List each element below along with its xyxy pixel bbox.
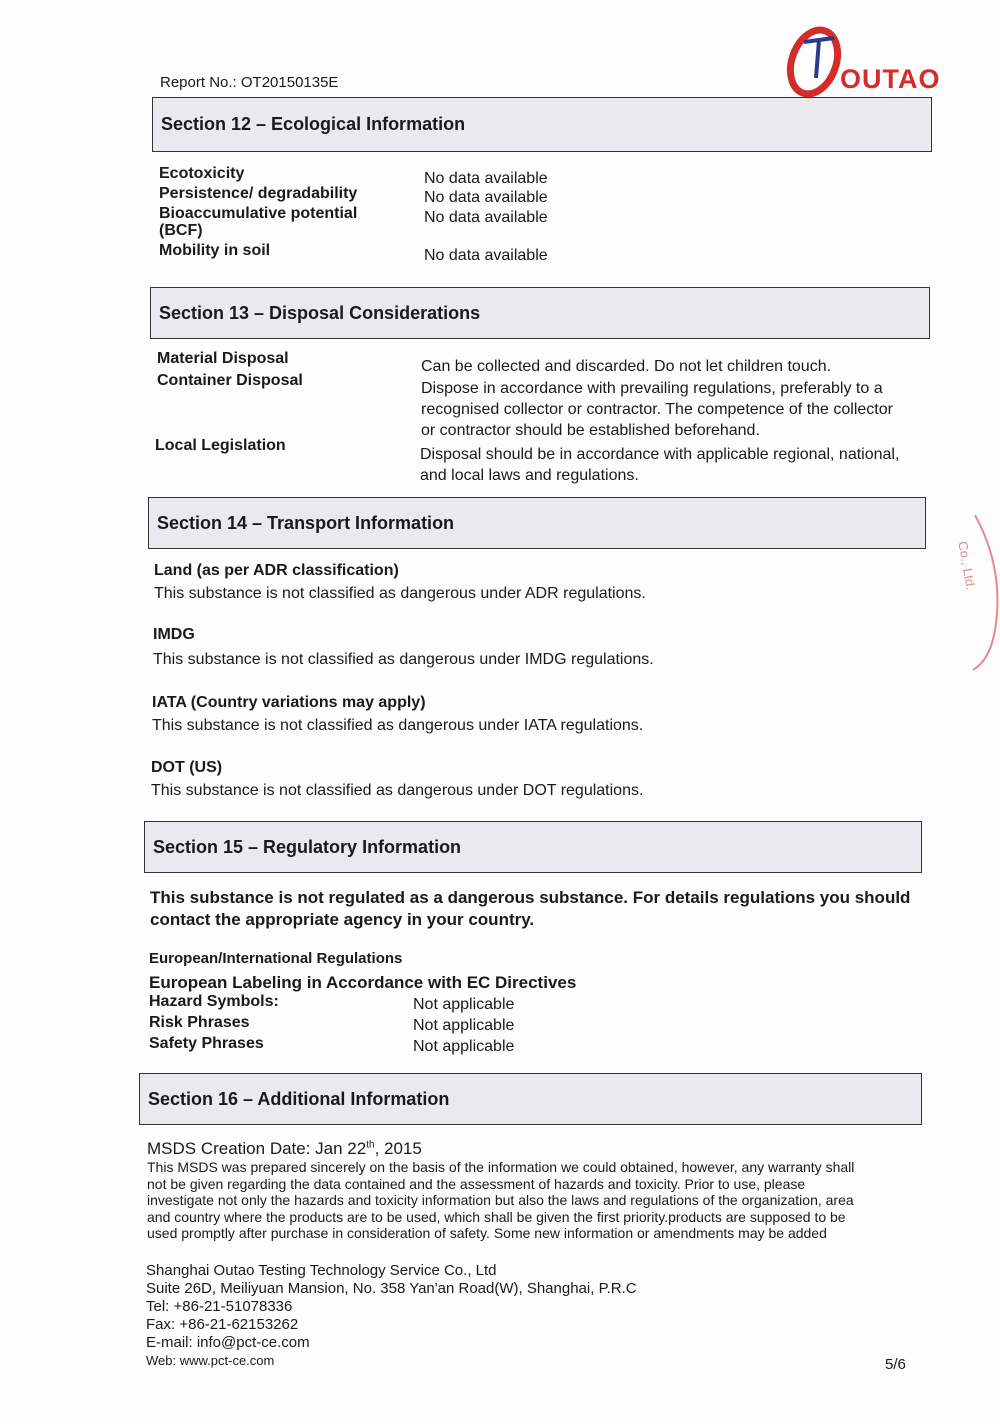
mobility-label: Mobility in soil <box>159 242 271 259</box>
section-13-header <box>150 287 930 339</box>
outao-logo <box>782 20 942 100</box>
logo-text: OUTAO <box>840 64 941 94</box>
text-line: used promptly after purchase in consideration of safety. Some new information or amendments may be added <box>147 1225 827 1241</box>
company-web: Web: www.pct-ce.com <box>146 1353 275 1368</box>
stamp-text: Co., Ltd. <box>955 540 979 591</box>
text-line: investigate not only the hazards and toxicity information but also the laws and regulations of the organization, area <box>147 1192 854 1208</box>
local-legislation-value <box>420 444 899 486</box>
section-12-header <box>152 97 932 152</box>
ecotoxicity-value: No data available <box>424 170 548 187</box>
eu-labeling-heading: European Labeling in Accordance with EC Directives <box>149 973 577 992</box>
dot-heading: DOT (US) <box>151 759 223 776</box>
bioaccumulative-label: Bioaccumulative potential <box>159 205 358 222</box>
company-contact <box>146 1262 637 1370</box>
section-title: Section 12 – Ecological Information <box>161 114 466 134</box>
company-name: Shanghai Outao Testing Technology Service Co., Ltd <box>146 1262 497 1279</box>
land-text: This substance is not classified as dangerous under ADR regulations. <box>154 585 646 602</box>
company-stamp-icon <box>965 510 1000 680</box>
text-line: recognised collector or contractor. The competence of the collector <box>421 401 893 418</box>
text-line: Dispose in accordance with prevailing regulations, preferably to a <box>421 380 883 397</box>
creation-date-prefix: MSDS Creation Date: Jan 22 <box>147 1139 367 1158</box>
iata-text: This substance is not classified as dangerous under IATA regulations. <box>152 717 644 734</box>
iata-heading: IATA (Country variations may apply) <box>152 694 426 711</box>
text-line: and local laws and regulations. <box>420 467 639 484</box>
text-line: contact the appropriate agency in your country. <box>150 910 535 929</box>
imdg-heading: IMDG <box>153 626 195 643</box>
text-line: This substance is not regulated as a dangerous substance. For details regulations you should <box>150 888 911 907</box>
safety-phrases-label: Safety Phrases <box>149 1035 264 1052</box>
eu-regulations-heading: European/International Regulations <box>149 950 403 967</box>
ecotoxicity-label: Ecotoxicity <box>159 165 245 182</box>
risk-phrases-label: Risk Phrases <box>149 1014 250 1031</box>
section-16-header <box>139 1073 922 1125</box>
report-number: Report No.: OT20150135E <box>160 74 339 91</box>
hazard-symbols-value: Not applicable <box>413 996 515 1013</box>
material-disposal-label: Material Disposal <box>157 350 289 367</box>
bcf-label: (BCF) <box>159 222 203 239</box>
section-title: Section 15 – Regulatory Information <box>153 836 462 857</box>
disclaimer-paragraph <box>147 1159 917 1242</box>
section-title: Section 13 – Disposal Considerations <box>159 302 481 323</box>
section-title: Section 14 – Transport Information <box>157 512 455 533</box>
regulatory-statement <box>150 887 910 931</box>
section-15-header <box>144 821 922 873</box>
container-disposal-value <box>421 378 893 441</box>
section-14-header <box>148 497 926 549</box>
text-line: and country where the products are to be used, which shall be given the first priority.products are supposed to be <box>147 1208 846 1225</box>
mobility-value: No data available <box>424 247 548 264</box>
text-line: This MSDS was prepared sincerely on the basis of the information we could obtained, however, any warranty shall <box>147 1159 855 1175</box>
container-disposal-label: Container Disposal <box>157 372 303 389</box>
local-legislation-label: Local Legislation <box>155 437 286 454</box>
text-line: or contractor should be established beforehand. <box>421 422 760 439</box>
company-tel: Tel: +86-21-51078336 <box>146 1298 293 1315</box>
bioaccumulative-value: No data available <box>424 209 548 226</box>
risk-phrases-value: Not applicable <box>413 1017 515 1034</box>
creation-date-sup: th <box>366 1139 375 1151</box>
land-heading: Land (as per ADR classification) <box>154 562 399 579</box>
page-number: 5/6 <box>885 1356 906 1373</box>
imdg-text: This substance is not classified as dangerous under IMDG regulations. <box>153 651 654 668</box>
creation-date-suffix: , 2015 <box>374 1139 422 1158</box>
company-fax: Fax: +86-21-62153262 <box>146 1316 299 1333</box>
creation-date <box>147 1139 422 1159</box>
section-title: Section 16 – Additional Information <box>148 1088 450 1109</box>
material-disposal-value: Can be collected and discarded. Do not let children touch. <box>421 358 832 375</box>
persistence-value: No data available <box>424 189 548 206</box>
hazard-symbols-label: Hazard Symbols: <box>149 993 279 1010</box>
persistence-label: Persistence/ degradability <box>159 185 358 202</box>
safety-phrases-value: Not applicable <box>413 1038 515 1055</box>
dot-text: This substance is not classified as dangerous under DOT regulations. <box>151 782 644 799</box>
company-email: E-mail: info@pct-ce.com <box>146 1334 310 1351</box>
text-line: not be given regarding the data contained and the assessment of hazards and toxicity. Prior to use, please <box>147 1175 806 1192</box>
text-line: Disposal should be in accordance with applicable regional, national, <box>420 446 900 463</box>
company-address: Suite 26D, Meiliyuan Mansion, No. 358 Yan'an Road(W), Shanghai, P.R.C <box>146 1280 637 1297</box>
